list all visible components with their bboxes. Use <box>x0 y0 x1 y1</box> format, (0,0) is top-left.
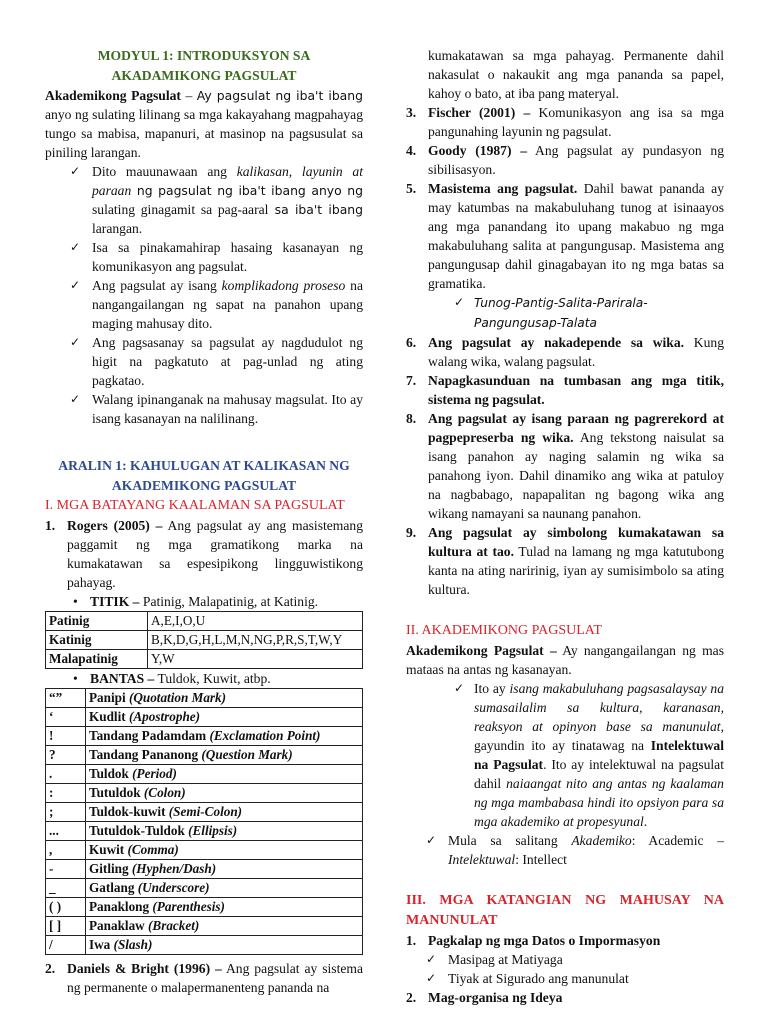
intro-term: Akademikong Pagsulat <box>45 88 181 103</box>
bantas-bullet <box>45 669 363 688</box>
item-2 <box>45 959 363 997</box>
check-text: sulating ginagamit sa pag-aaral <box>92 202 269 217</box>
item-1 <box>45 516 363 592</box>
bantas-symbol: “” <box>46 689 86 708</box>
intro-paragraph <box>45 86 363 162</box>
check-text: Ang pagsasanay sa pagsulat ay nagdudulot ng higit na pagkatuto at pag-unlad ng ating pagkatao. <box>92 335 363 388</box>
bantas-name: Kuwit <box>89 842 125 857</box>
bantas-name-cell <box>86 746 363 765</box>
bantas-symbol: - <box>46 860 86 879</box>
bantas-name: Tuldok <box>89 766 129 781</box>
continued-text: kumakatawan sa mga pahayag. Permanente dahil nakasulat o nakaukit ang mga pananda sa papel, kahoy o bato, at iba pang materyal. <box>428 48 724 101</box>
iii-item-2 <box>406 988 724 1007</box>
items-3-5 <box>406 103 724 293</box>
iii-check-2 <box>406 969 724 988</box>
item-text: Komunikasyon ang isa sa mga pangunahing layunin ng pagsulat. <box>428 105 724 139</box>
aralin-title-line-1: ARALIN 1: KAHULUGAN AT KALIKASAN NG <box>58 458 350 473</box>
check-bold: Intelektuwal na Pagsulat <box>474 738 724 772</box>
bantas-english: (Underscore) <box>137 880 210 895</box>
bantas-row <box>46 917 363 936</box>
section-ii-check-1 <box>406 679 724 831</box>
item-bold: Goody (1987) – <box>428 143 528 158</box>
item-5-check <box>406 293 724 333</box>
check-text: . Ito ay intelektuwal na pagsulat dahil <box>474 757 724 791</box>
bantas-row <box>46 803 363 822</box>
check-text: na nangangailangan ng sapat na panahon upang maging mahusay dito. <box>92 278 363 331</box>
intro-sans-text: Ay pagsulat ng iba't ibang <box>196 88 363 103</box>
check-text: larangan. <box>92 221 143 236</box>
left-column <box>45 46 363 997</box>
item-bold: Fischer (2001) – <box>428 105 531 120</box>
bantas-english: (Ellipsis) <box>188 823 238 838</box>
item-3 <box>406 103 724 141</box>
section-ii-heading: II. AKADEMIKONG PAGSULAT <box>406 623 602 638</box>
item-text: Ang pagsulat ay pundasyon ng sibilisasyon. <box>428 143 725 177</box>
check-item-1 <box>45 162 363 238</box>
item-number: 2. <box>45 961 56 976</box>
check-text: : Academic – <box>631 833 725 848</box>
item-text: Ang pagsulat ay sistema ng permanente o malapermanenteng pananda na <box>67 961 363 995</box>
bantas-row <box>46 841 363 860</box>
item-text: Tulad na lamang ng mga katutubong kanta na ating naririnig, iyan ay sumisimbolo sa ating kultura. <box>428 544 724 597</box>
check-item-4 <box>45 333 363 390</box>
check-italic: Akademiko <box>571 833 632 848</box>
bantas-row <box>46 746 363 765</box>
titik-label: TITIK – <box>90 594 140 609</box>
bantas-name: Tutuldok-Tuldok <box>89 823 185 838</box>
ii-term: Akademikong Pagsulat – <box>406 643 557 658</box>
bantas-name: Kudlit <box>89 709 126 724</box>
check-italic: kalikasan, layunin at paraan <box>92 164 363 198</box>
aralin-title <box>45 456 363 496</box>
check-italic: Tunog-Pantig-Salita-Parirala-Pangungusap-Talata <box>474 296 648 330</box>
item-number: 3. <box>406 105 417 120</box>
bantas-row <box>46 765 363 784</box>
section-ii-paragraph <box>406 641 724 679</box>
bantas-name: Panipi <box>89 690 126 705</box>
check-sans: sa iba't ibang <box>268 202 363 217</box>
section-ii-check-2 <box>406 831 724 869</box>
check-text: : Intellect <box>515 852 567 867</box>
bantas-name-cell <box>86 708 363 727</box>
check-text: Walang ipinanganak na mahusay magsulat. Ito ay isang kasanayan na nalilinang. <box>92 392 363 426</box>
item-number: 8. <box>406 411 417 426</box>
iii-check-1 <box>406 950 724 969</box>
bantas-name-cell <box>86 803 363 822</box>
bantas-name: Tuldok-kuwit <box>89 804 166 819</box>
bantas-symbol: ‘ <box>46 708 86 727</box>
bantas-symbol: : <box>46 784 86 803</box>
bantas-symbol: / <box>46 936 86 955</box>
item-number: 9. <box>406 525 417 540</box>
right-column <box>406 46 724 1007</box>
item-6 <box>406 333 724 371</box>
check-text: Isa sa pinakamahirap hasaing kasanayan ng komunikasyon ang pagsulat. <box>92 240 363 274</box>
titik-row <box>46 612 363 631</box>
bantas-name-cell <box>86 727 363 746</box>
bantas-name-cell <box>86 936 363 955</box>
item-7 <box>406 371 724 409</box>
item-number: 2. <box>406 990 417 1005</box>
bantas-name-cell <box>86 689 363 708</box>
bantas-name: Gitling <box>89 861 129 876</box>
bantas-name: Panaklaw <box>89 918 145 933</box>
check-text: , gayundin ito ay tinatawag na <box>474 719 724 753</box>
check-item-5 <box>45 390 363 428</box>
titik-bullet <box>45 592 363 611</box>
check-item-3 <box>45 276 363 333</box>
bantas-row <box>46 936 363 955</box>
item-bold: Masistema ang pagsulat. <box>428 181 578 196</box>
item-2-continued <box>406 46 724 103</box>
bantas-row <box>46 784 363 803</box>
bantas-english: (Bracket) <box>148 918 200 933</box>
bantas-english: (Question Mark) <box>201 747 293 762</box>
check-text: Ang pagsulat ay isang <box>92 278 222 293</box>
section-i-heading: I. MGA BATAYANG KAALAMAN SA PAGSULAT <box>45 498 345 513</box>
bantas-row <box>46 727 363 746</box>
item-bold: Mag-organisa ng Ideya <box>428 990 563 1005</box>
item-text: Ang tekstong naisulat sa isang panahon ay naging salamin ng wika sa panahong iyon. Dahil dinamiko ang wika at patuloy na nagbabago, napapalitan ng bagong wika ang wikang namayani sa naunang panahon. <box>428 430 724 521</box>
bantas-name: Panaklong <box>89 899 150 914</box>
check-text: Mula sa salitang <box>448 833 572 848</box>
bantas-symbol: [ ] <box>46 917 86 936</box>
bantas-english: (Semi-Colon) <box>168 804 243 819</box>
ii-text: Ay nangangailangan ng mas mataas na antas ng kasanayan. <box>406 643 724 677</box>
item-number: 4. <box>406 143 417 158</box>
bantas-row <box>46 898 363 917</box>
module-title-line-1: MODYUL 1: INTRODUKSYON SA <box>97 48 311 63</box>
bantas-name: Gatlang <box>89 880 135 895</box>
item-number: 5. <box>406 181 417 196</box>
check-sans: ng pagsulat ng iba't ibang anyo ng <box>131 183 363 198</box>
bantas-english: (Parenthesis) <box>152 899 225 914</box>
item-bold: Pagkalap ng mga Datos o Impormasyon <box>428 933 661 948</box>
bantas-english: (Apostrophe) <box>128 709 201 724</box>
check-text: . <box>643 814 648 829</box>
check-italic: komplikadong proseso <box>221 278 346 293</box>
item-number: 7. <box>406 373 417 388</box>
item-4 <box>406 141 724 179</box>
bantas-english: (Exclamation Point) <box>209 728 321 743</box>
bantas-row <box>46 860 363 879</box>
aralin-title-line-2: AKADEMIKONG PAGSULAT <box>111 478 297 493</box>
check-text: Ito ay <box>474 681 510 696</box>
bantas-symbol: , <box>46 841 86 860</box>
titik-letters: Y,W <box>148 650 363 669</box>
item-number: 6. <box>406 335 417 350</box>
section-iii-heading: III. MGA KATANGIAN NG MAHUSAY NA MANUNULAT <box>406 893 724 928</box>
titik-row <box>46 631 363 650</box>
titik-type: Patinig <box>46 612 148 631</box>
bantas-english: (Comma) <box>127 842 179 857</box>
check-text: Masipag at Matiyaga <box>448 952 563 967</box>
bantas-name-cell <box>86 898 363 917</box>
bantas-name-cell <box>86 917 363 936</box>
bantas-symbol: ... <box>46 822 86 841</box>
bantas-english: (Slash) <box>113 937 153 952</box>
bantas-symbol: ? <box>46 746 86 765</box>
bantas-english: (Quotation Mark) <box>128 690 227 705</box>
titik-type: Malapatinig <box>46 650 148 669</box>
bantas-name: Tandang Padamdam <box>89 728 207 743</box>
bantas-text: Tuldok, Kuwit, atbp. <box>154 671 271 686</box>
bantas-name-cell <box>86 841 363 860</box>
check-item-2 <box>45 238 363 276</box>
titik-row <box>46 650 363 669</box>
check-text: Dito mauunawaan ang <box>92 164 237 179</box>
item-5 <box>406 179 724 293</box>
bantas-table <box>45 688 363 955</box>
bantas-name-cell <box>86 879 363 898</box>
bantas-name-cell <box>86 822 363 841</box>
bantas-name: Tutuldok <box>89 785 141 800</box>
bantas-symbol: ; <box>46 803 86 822</box>
intro-text: anyo ng sulating lilinang sa mga kakayahang magpahayag tungo sa mabisa, mapanuri, at masinop na pagsusulat sa piniling larangan. <box>45 107 363 160</box>
check-italic: naiaangat nito ang antas ng kaalaman ng mga mambabasa hindi ito opsiyon para sa mga akademiko at propesyunal <box>474 776 724 829</box>
item-bold: Ang pagsulat ay nakadepende sa wika. <box>428 335 685 350</box>
module-title-line-2: AKADAMIKONG PAGSULAT <box>111 68 297 83</box>
bantas-row <box>46 708 363 727</box>
titik-letters: A,E,I,O,U <box>148 612 363 631</box>
titik-type: Katinig <box>46 631 148 650</box>
item-9 <box>406 523 724 599</box>
bantas-name-cell <box>86 784 363 803</box>
item-text: Ang pagsulat ay ang masistemang paggamit ng mga gramatikong marka na kumakatawan sa espesipikong lingguwistikong pahayag. <box>67 518 363 590</box>
bantas-name: Tandang Pananong <box>89 747 199 762</box>
bantas-english: (Period) <box>132 766 177 781</box>
bantas-english: (Hyphen/Dash) <box>131 861 217 876</box>
module-title <box>45 46 363 86</box>
bantas-symbol: . <box>46 765 86 784</box>
titik-letters: B,K,D,G,H,L,M,N,NG,P,R,S,T,W,Y <box>148 631 363 650</box>
item-bold: Ang pagsulat ay simbolong kumakatawan sa kultura at tao. <box>428 525 724 559</box>
check-text: Tiyak at Sigurado ang manunulat <box>448 971 629 986</box>
bantas-symbol: _ <box>46 879 86 898</box>
item-bold: Ang pagsulat ay isang paraan ng pagrerekord at pagpepreserba ng wika. <box>428 411 724 445</box>
check-italic: Intelektuwal <box>448 852 516 867</box>
bantas-row <box>46 822 363 841</box>
item-text: Dahil bawat pananda ay may katumbas na makabuluhang tunog at isinaayos ang mga panandang ito upang makabuo ng mga makabuluhang salita at pangungusap. Masistema ang pangungusap dahil ginagabayan ito ng mga batas sa gramatika. <box>428 181 725 291</box>
bantas-name-cell <box>86 765 363 784</box>
item-number: 1. <box>406 933 417 948</box>
bantas-english: (Colon) <box>143 785 186 800</box>
bantas-name: Iwa <box>89 937 111 952</box>
bantas-row <box>46 689 363 708</box>
item-text: Kung walang wika, walang pagsulat. <box>428 335 725 369</box>
item-bold: Rogers (2005) – <box>67 518 163 533</box>
check-italic: isang makabuluhang pagsasalaysay na sumasailalim sa kultura, karanasan, reaksyon at opinyon base sa manunulat <box>474 681 724 734</box>
titik-table <box>45 611 363 669</box>
bantas-symbol: ! <box>46 727 86 746</box>
item-number: 1. <box>45 518 56 533</box>
item-bold: Daniels & Bright (1996) – <box>67 961 222 976</box>
titik-text: Patinig, Malapatinig, at Katinig. <box>139 594 319 609</box>
bantas-label: BANTAS – <box>90 671 155 686</box>
bantas-symbol: ( ) <box>46 898 86 917</box>
iii-item-1 <box>406 931 724 950</box>
item-bold: Napagkasunduan na tumbasan ang mga titik, sistema ng pagsulat. <box>428 373 724 407</box>
item-8 <box>406 409 724 523</box>
intro-dash: – <box>180 88 197 103</box>
bantas-name-cell <box>86 860 363 879</box>
bantas-row <box>46 879 363 898</box>
